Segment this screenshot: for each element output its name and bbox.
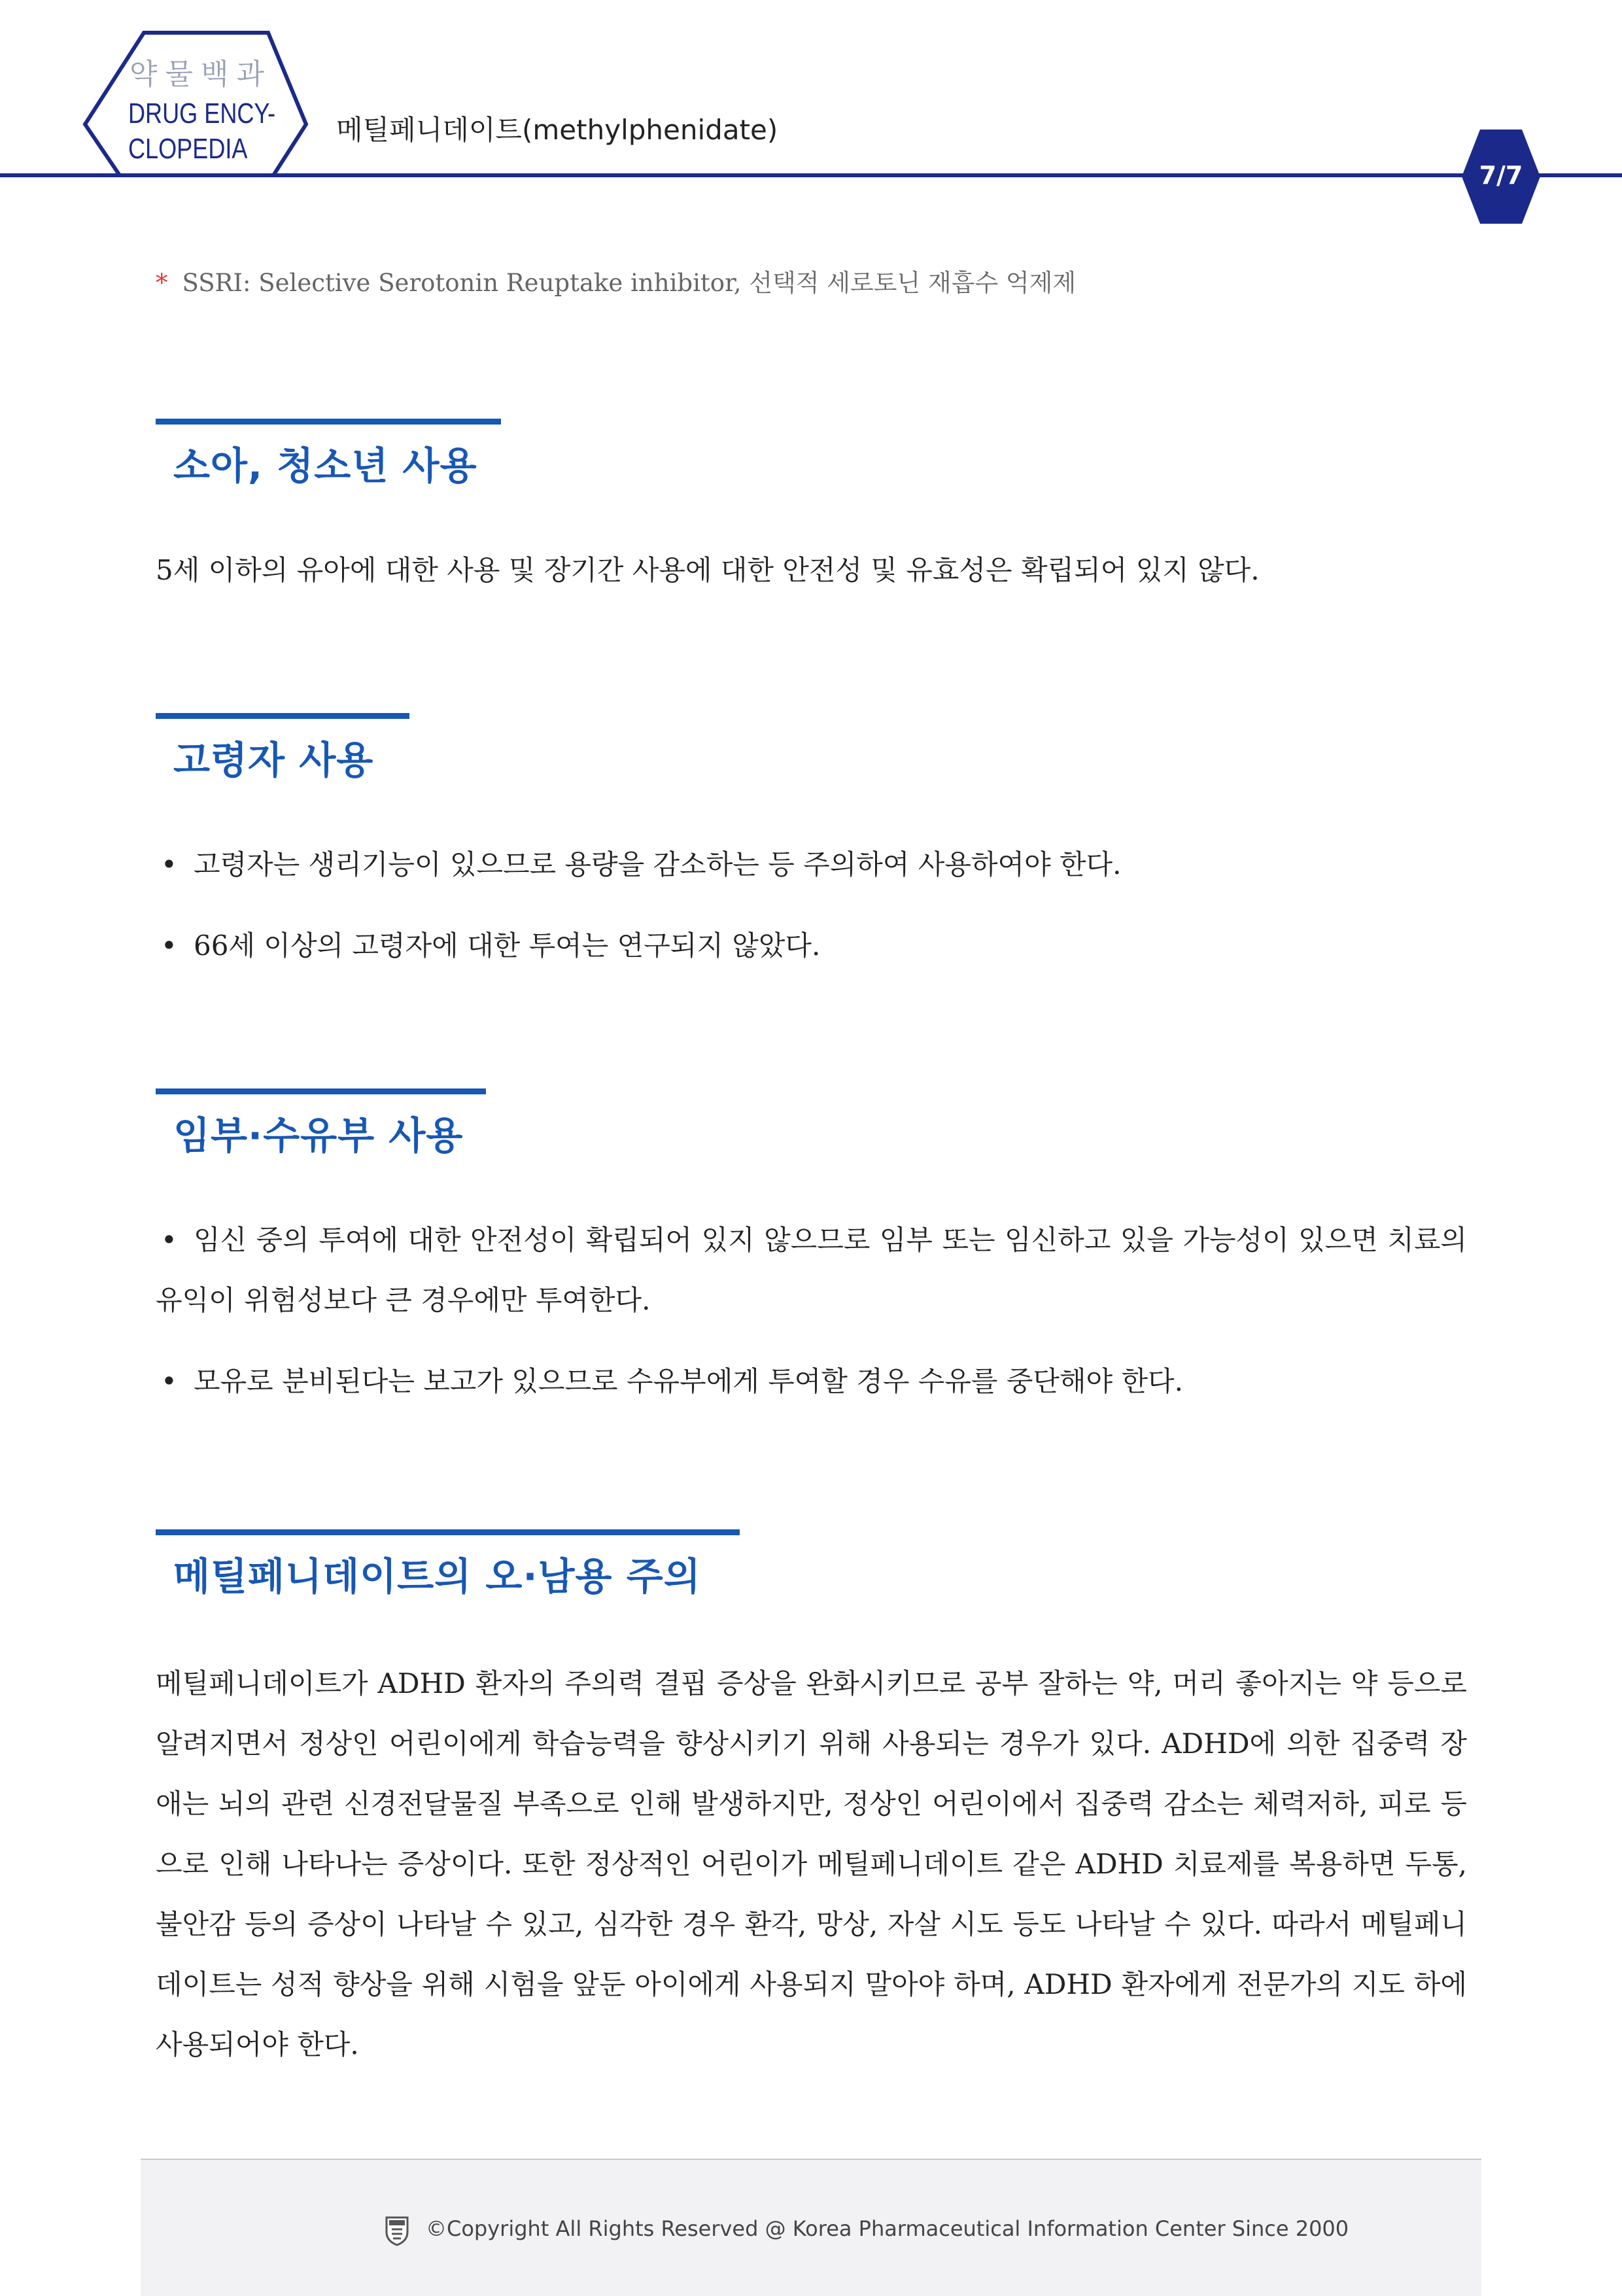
list-item-text: 임신 중의 투여에 대한 안전성이 확립되어 있지 않으므로 임부 또는 임신하고 있을 가능성이 있으면 치료의 유익이 위험성보다 큰 경우에만 투여한다. — [156, 1224, 1467, 1316]
list-item — [156, 1210, 1467, 1331]
list-item-text: 고령자는 생리기능이 있으므로 용량을 감소하는 등 주의하여 사용하여야 한다. — [194, 848, 1122, 880]
bullet-icon: • — [161, 848, 177, 880]
page-footer — [141, 2159, 1481, 2296]
bullet-icon: • — [161, 1365, 177, 1397]
list-item — [156, 835, 1467, 895]
misuse-paragraph: 메틸페니데이트가 ADHD 환자의 주의력 결핍 증상을 완화시키므로 공부 잘하는 약, 머리 좋아지는 약 등으로 알려지면서 정상인 어린이에게 학습능력을 향상시키기 위해 사용되는 경우가 있다. ADHD에 의한 집중력 장애는 뇌의 관련 신경전달물질 부족으로 인해 발생하지만, 정상인 어린이에서 집중력 감소는 체력저하, 피로 등으로 인해 나타나는 증상이다. 또한 정상적인 어린이가 메틸페니데이트 같은 ADHD 치료제를 복용하면 두통, 불안감 등의 증상이 나타날 수 있고, 심각한 경우 환각, 망상, 자살 시도 등도 나타날 수 있다. 따라서 메틸페니데이트는 성적 향상을 위해 시험을 앞둔 아이에게 사용되지 말아야 하며, ADHD 환자에게 전문가의 지도 하에 사용되어야 한다. — [156, 1667, 1467, 2061]
logo-korean: 약물백과 — [129, 58, 273, 91]
section-rule — [156, 713, 409, 719]
logo-english-line2: CLOPEDIA — [128, 133, 248, 165]
page-badge — [1462, 128, 1540, 225]
page-header — [0, 0, 1622, 235]
kpic-emblem-icon — [384, 2215, 410, 2246]
list-item — [156, 916, 1467, 976]
section-rule — [156, 1088, 486, 1094]
page-indicator: 7/7 — [1479, 161, 1523, 190]
footnote — [156, 263, 1076, 298]
section-rule — [156, 1529, 740, 1535]
bullet-icon: • — [161, 1224, 177, 1256]
section-title-pregnancy: 임부·수유부 사용 — [173, 1113, 464, 1158]
list-item-text: 66세 이상의 고령자에 대한 투여는 연구되지 않았다. — [194, 930, 821, 962]
section-title-misuse: 메틸페니데이트의 오·남용 주의 — [173, 1554, 701, 1599]
bullet-icon: • — [161, 930, 177, 962]
footnote-marker: * — [156, 269, 168, 297]
section-title-pediatric: 소아, 청소년 사용 — [173, 444, 477, 488]
pediatric-paragraph: 5세 이하의 유아에 대한 사용 및 장기간 사용에 대한 안전성 및 유효성은 확립되어 있지 않다. — [156, 554, 1260, 586]
list-item-text: 모유로 분비된다는 보고가 있으므로 수유부에게 투여할 경우 수유를 중단해야 한다. — [194, 1365, 1183, 1397]
section-rule — [156, 419, 501, 425]
footnote-text: SSRI: Selective Serotonin Reuptake inhibitor, 선택적 세로토닌 재흡수 억제제 — [182, 269, 1077, 297]
document-title: 메틸페니데이트(methylphenidate) — [336, 114, 778, 146]
section-title-elderly: 고령자 사용 — [173, 738, 374, 782]
copyright-text: ©Copyright All Rights Reserved @ Korea Pharmaceutical Information Center Since 2000 — [426, 2216, 1349, 2241]
list-item — [156, 1351, 1467, 1412]
logo-english-line1: DRUG ENCY- — [128, 97, 276, 130]
